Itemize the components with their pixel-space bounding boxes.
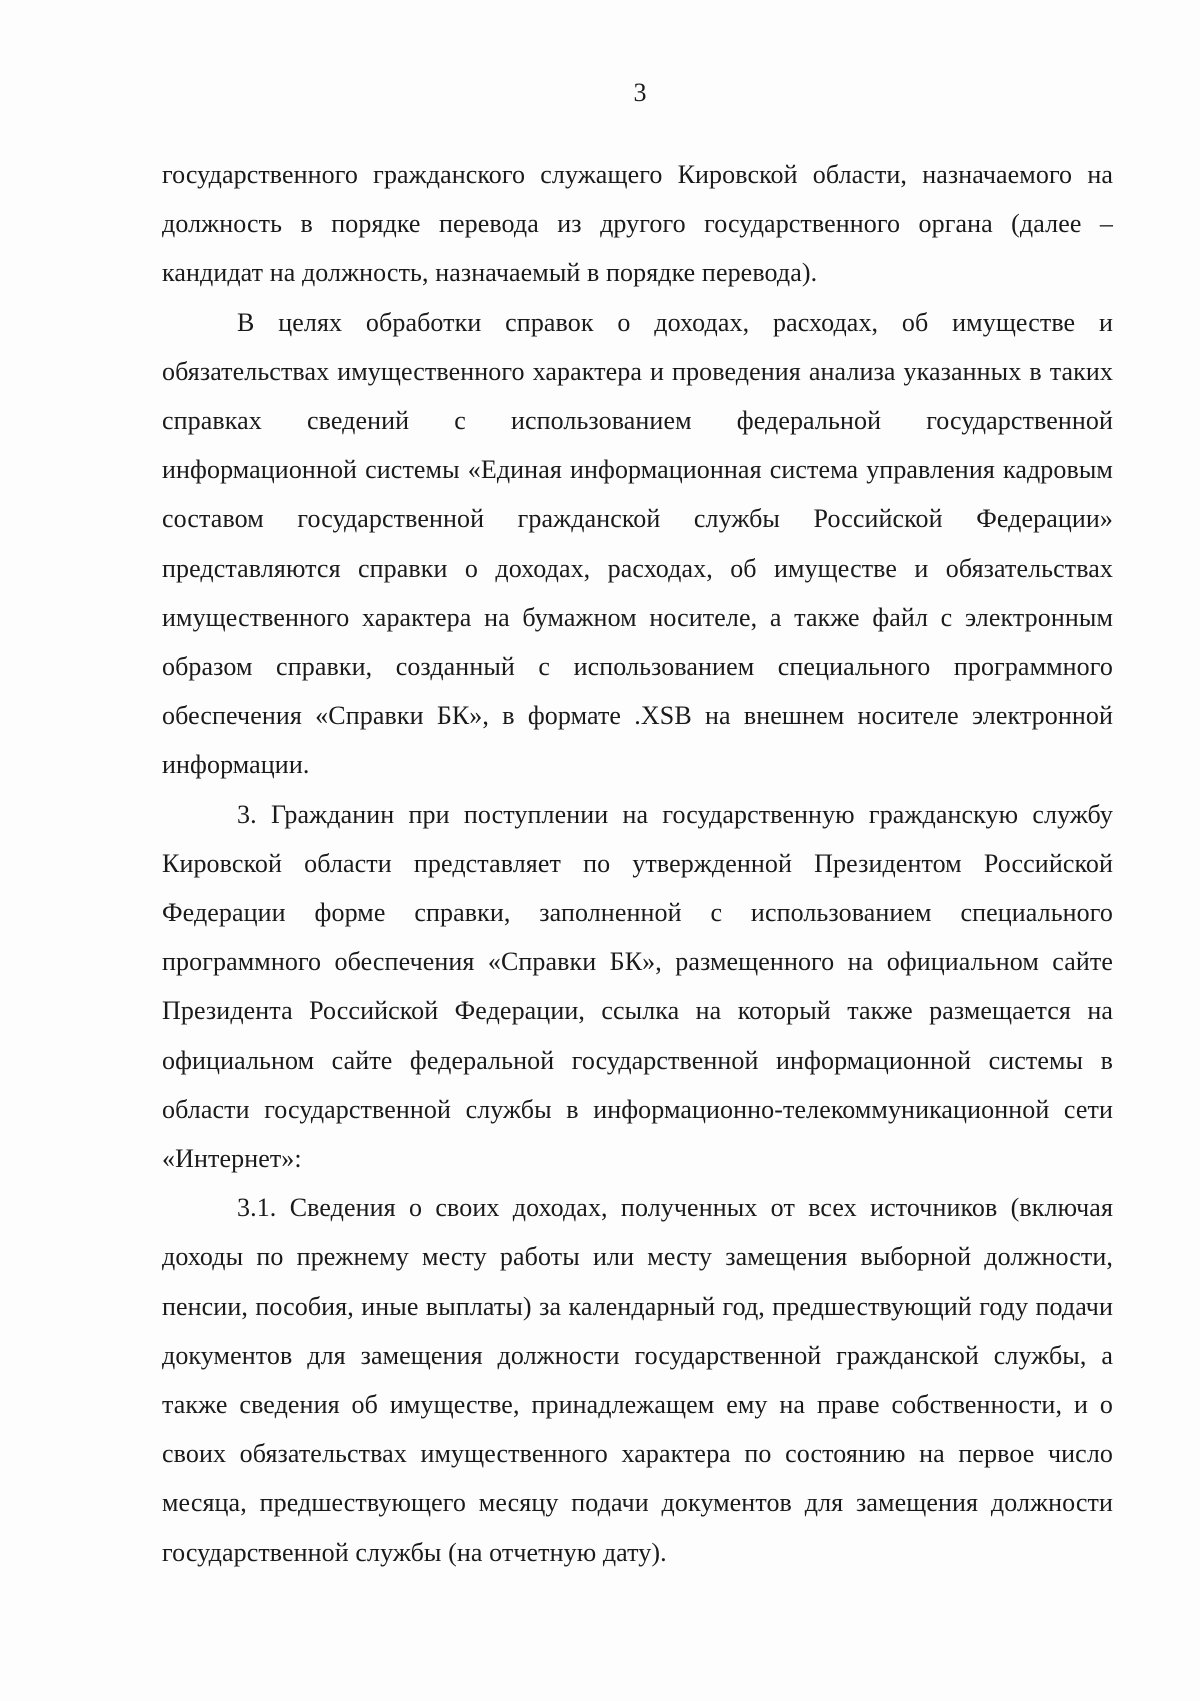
- paragraph-item-3-1: 3.1. Сведения о своих доходах, полученных от всех источников (включая доходы по прежнему месту работы или месту замещения выборной должности, пенсии, пособия, иные выплаты) за календарный год, предшествующий году подачи документов для замещения должности государственной гражданской службы, а также сведения об имуществе, принадлежащем ему на праве собственности, и о своих обязательствах имущественного характера по состоянию на первое число месяца, предшествующего месяцу подачи документов для замещения должности государственной службы (на отчетную дату).: [162, 1193, 1113, 1567]
- paragraph-processing-purpose: В целях обработки справок о доходах, расходах, об имуществе и обязательствах имущественного характера и проведения анализа указанных в таких справках сведений с использованием федеральной государственной информационной системы «Единая информационная система управления кадровым составом государственной гражданской службы Российской Федерации» представляются справки о доходах, расходах, об имуществе и обязательствах имущественного характера на бумажном носителе, а также файл с электронным образом справки, созданный с использованием специального программного обеспечения «Справки БК», в формате .XSB на внешнем носителе электронной информации.: [162, 307, 1113, 780]
- paragraph-continuation: государственного гражданского служащего Кировской области, назначаемого на должность в порядке перевода из другого государственного органа (далее – кандидат на должность, назначаемый в порядке перевода).: [162, 160, 1113, 288]
- page-number: 3: [633, 78, 647, 107]
- document-body: [162, 150, 1113, 1577]
- paragraph-item-3: 3. Гражданин при поступлении на государственную гражданскую службу Кировской области представляет по утвержденной Президентом Российской Федерации форме справки, заполненной с использованием специального программного обеспечения «Справки БК», размещенного на официальном сайте Президента Российской Федерации, ссылка на который также размещается на официальном сайте федеральной государственной информационной системы в области государственной службы в информационно-телекоммуникационной сети «Интернет»:: [162, 799, 1113, 1174]
